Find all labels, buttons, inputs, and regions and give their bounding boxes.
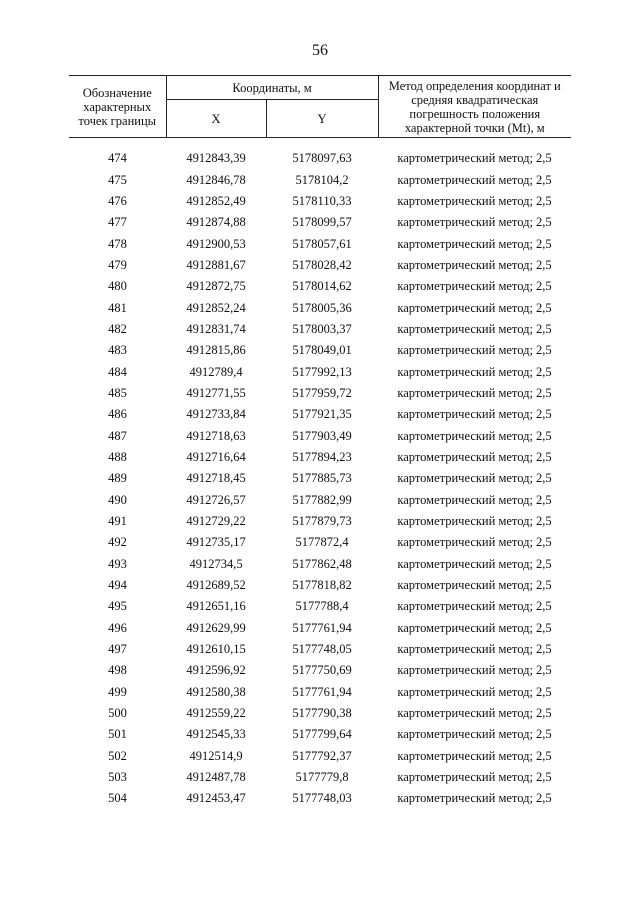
cell-x: 4912718,45	[186, 471, 246, 486]
cell-x: 4912900,53	[186, 236, 246, 251]
cell-point-id: 477	[108, 215, 127, 230]
cell-point-id: 484	[108, 364, 127, 379]
cell-method: картометрический метод; 2,5	[397, 556, 552, 571]
cell-x: 4912689,52	[186, 578, 246, 593]
table-row	[69, 404, 571, 425]
cell-y: 5177879,73	[292, 514, 352, 529]
cell-method: картометрический метод; 2,5	[397, 300, 552, 315]
cell-y: 5178110,33	[292, 193, 352, 208]
table-row	[69, 532, 571, 553]
cell-method: картометрический метод; 2,5	[397, 578, 552, 593]
header-coordinates: Координаты, м	[166, 76, 378, 100]
cell-method: картометрический метод; 2,5	[397, 343, 552, 358]
table-row	[69, 660, 571, 681]
table-body	[69, 148, 571, 810]
table-row	[69, 490, 571, 511]
cell-method: картометрический метод; 2,5	[397, 257, 552, 272]
cell-method: картометрический метод; 2,5	[397, 236, 552, 251]
cell-y: 5177882,99	[292, 492, 352, 507]
cell-point-id: 480	[108, 279, 127, 294]
cell-y: 5178049,01	[292, 343, 352, 358]
cell-point-id: 499	[108, 684, 127, 699]
cell-method: картометрический метод; 2,5	[397, 514, 552, 529]
cell-y: 5177748,05	[292, 642, 352, 657]
cell-x: 4912872,75	[186, 279, 246, 294]
cell-x: 4912846,78	[186, 172, 246, 187]
cell-x: 4912596,92	[186, 663, 246, 678]
cell-x: 4912735,17	[186, 535, 246, 550]
cell-y: 5177862,48	[292, 556, 352, 571]
cell-y: 5177818,82	[292, 578, 352, 593]
cell-x: 4912874,88	[186, 215, 246, 230]
cell-method: картометрический метод; 2,5	[397, 215, 552, 230]
cell-point-id: 501	[108, 727, 127, 742]
cell-y: 5177748,03	[292, 791, 352, 806]
header-x: X	[166, 100, 266, 138]
table-row	[69, 703, 571, 724]
table-row	[69, 255, 571, 276]
table-row	[69, 276, 571, 297]
cell-method: картометрический метод; 2,5	[397, 407, 552, 422]
cell-method: картометрический метод; 2,5	[397, 620, 552, 635]
table-row	[69, 319, 571, 340]
table-row	[69, 575, 571, 596]
table-row	[69, 340, 571, 361]
cell-y: 5177921,35	[292, 407, 352, 422]
cell-y: 5177959,72	[292, 385, 352, 400]
cell-y: 5177790,38	[292, 706, 352, 721]
cell-point-id: 492	[108, 535, 127, 550]
cell-point-id: 504	[108, 791, 127, 806]
cell-method: картометрический метод; 2,5	[397, 385, 552, 400]
cell-y: 5177792,37	[292, 748, 352, 763]
cell-method: картометрический метод; 2,5	[397, 471, 552, 486]
cell-point-id: 481	[108, 300, 127, 315]
table-row	[69, 425, 571, 446]
cell-y: 5177779,8	[295, 770, 349, 785]
cell-x: 4912487,78	[186, 770, 246, 785]
cell-method: картометрический метод; 2,5	[397, 492, 552, 507]
cell-y: 5178099,57	[292, 215, 352, 230]
cell-point-id: 498	[108, 663, 127, 678]
cell-x: 4912881,67	[186, 257, 246, 272]
cell-x: 4912559,22	[186, 706, 246, 721]
cell-method: картометрический метод; 2,5	[397, 193, 552, 208]
cell-method: картометрический метод; 2,5	[397, 279, 552, 294]
cell-x: 4912771,55	[186, 385, 246, 400]
cell-x: 4912789,4	[189, 364, 243, 379]
cell-point-id: 474	[108, 151, 127, 166]
cell-x: 4912629,99	[186, 620, 246, 635]
table-row	[69, 767, 571, 788]
cell-method: картометрический метод; 2,5	[397, 791, 552, 806]
table-row	[69, 788, 571, 809]
table-row	[69, 212, 571, 233]
cell-point-id: 496	[108, 620, 127, 635]
cell-x: 4912610,15	[186, 642, 246, 657]
table-row	[69, 554, 571, 575]
table-row	[69, 169, 571, 190]
cell-method: картометрический метод; 2,5	[397, 748, 552, 763]
cell-y: 5178003,37	[292, 321, 352, 336]
cell-x: 4912514,9	[189, 748, 243, 763]
cell-method: картометрический метод; 2,5	[397, 706, 552, 721]
cell-method: картометрический метод; 2,5	[397, 172, 552, 187]
cell-point-id: 500	[108, 706, 127, 721]
cell-x: 4912453,47	[186, 791, 246, 806]
cell-y: 5178104,2	[295, 172, 349, 187]
page-number: 56	[312, 42, 328, 59]
table-row	[69, 233, 571, 254]
cell-y: 5178028,42	[292, 257, 352, 272]
cell-y: 5177799,64	[292, 727, 352, 742]
cell-point-id: 493	[108, 556, 127, 571]
cell-method: картометрический метод; 2,5	[397, 428, 552, 443]
cell-point-id: 503	[108, 770, 127, 785]
cell-y: 5177788,4	[295, 599, 349, 614]
cell-point-id: 497	[108, 642, 127, 657]
cell-point-id: 490	[108, 492, 127, 507]
table-row	[69, 361, 571, 382]
cell-method: картометрический метод; 2,5	[397, 321, 552, 336]
cell-point-id: 476	[108, 193, 127, 208]
cell-y: 5177761,94	[292, 620, 352, 635]
cell-y: 5178014,62	[292, 279, 352, 294]
table-row	[69, 596, 571, 617]
cell-point-id: 485	[108, 385, 127, 400]
cell-method: картометрический метод; 2,5	[397, 151, 552, 166]
cell-method: картометрический метод; 2,5	[397, 449, 552, 464]
table-row	[69, 746, 571, 767]
cell-point-id: 475	[108, 172, 127, 187]
header-method: Метод определения координат и средняя квадратическая погрешность положения характерной точки (Mt), м	[378, 76, 571, 138]
cell-y: 5178005,36	[292, 300, 352, 315]
cell-x: 4912580,38	[186, 684, 246, 699]
cell-point-id: 483	[108, 343, 127, 358]
cell-y: 5177750,69	[292, 663, 352, 678]
cell-point-id: 488	[108, 449, 127, 464]
table-row	[69, 191, 571, 212]
cell-x: 4912545,33	[186, 727, 246, 742]
cell-point-id: 502	[108, 748, 127, 763]
cell-y: 5177903,49	[292, 428, 352, 443]
cell-x: 4912734,5	[189, 556, 243, 571]
cell-y: 5178057,61	[292, 236, 352, 251]
cell-x: 4912843,39	[186, 151, 246, 166]
cell-point-id: 487	[108, 428, 127, 443]
cell-y: 5177885,73	[292, 471, 352, 486]
header-point-designation: Обозначение характерных точек границы	[69, 76, 166, 138]
cell-method: картометрический метод; 2,5	[397, 770, 552, 785]
cell-x: 4912651,16	[186, 599, 246, 614]
cell-method: картометрический метод; 2,5	[397, 663, 552, 678]
table-row	[69, 682, 571, 703]
table-header	[69, 75, 571, 138]
cell-point-id: 494	[108, 578, 127, 593]
cell-method: картометрический метод; 2,5	[397, 535, 552, 550]
header-y: Y	[266, 100, 378, 138]
table-row	[69, 724, 571, 745]
cell-x: 4912726,57	[186, 492, 246, 507]
cell-x: 4912733,84	[186, 407, 246, 422]
table-row	[69, 383, 571, 404]
cell-point-id: 491	[108, 514, 127, 529]
cell-x: 4912831,74	[186, 321, 246, 336]
cell-x: 4912729,22	[186, 514, 246, 529]
cell-x: 4912815,86	[186, 343, 246, 358]
cell-y: 5177992,13	[292, 364, 352, 379]
cell-method: картометрический метод; 2,5	[397, 599, 552, 614]
cell-point-id: 486	[108, 407, 127, 422]
cell-point-id: 489	[108, 471, 127, 486]
cell-method: картометрический метод; 2,5	[397, 364, 552, 379]
table-row	[69, 511, 571, 532]
cell-x: 4912718,63	[186, 428, 246, 443]
cell-method: картометрический метод; 2,5	[397, 684, 552, 699]
cell-method: картометрический метод; 2,5	[397, 642, 552, 657]
cell-x: 4912852,24	[186, 300, 246, 315]
cell-y: 5178097,63	[292, 151, 352, 166]
cell-point-id: 482	[108, 321, 127, 336]
table-row	[69, 468, 571, 489]
cell-point-id: 479	[108, 257, 127, 272]
coordinates-table	[69, 148, 571, 810]
cell-point-id: 495	[108, 599, 127, 614]
table-row	[69, 447, 571, 468]
cell-y: 5177761,94	[292, 684, 352, 699]
cell-point-id: 478	[108, 236, 127, 251]
table-row	[69, 618, 571, 639]
cell-x: 4912852,49	[186, 193, 246, 208]
cell-x: 4912716,64	[186, 449, 246, 464]
cell-y: 5177872,4	[295, 535, 349, 550]
table-row	[69, 148, 571, 169]
cell-y: 5177894,23	[292, 449, 352, 464]
table-row	[69, 639, 571, 660]
table-row	[69, 297, 571, 318]
cell-method: картометрический метод; 2,5	[397, 727, 552, 742]
